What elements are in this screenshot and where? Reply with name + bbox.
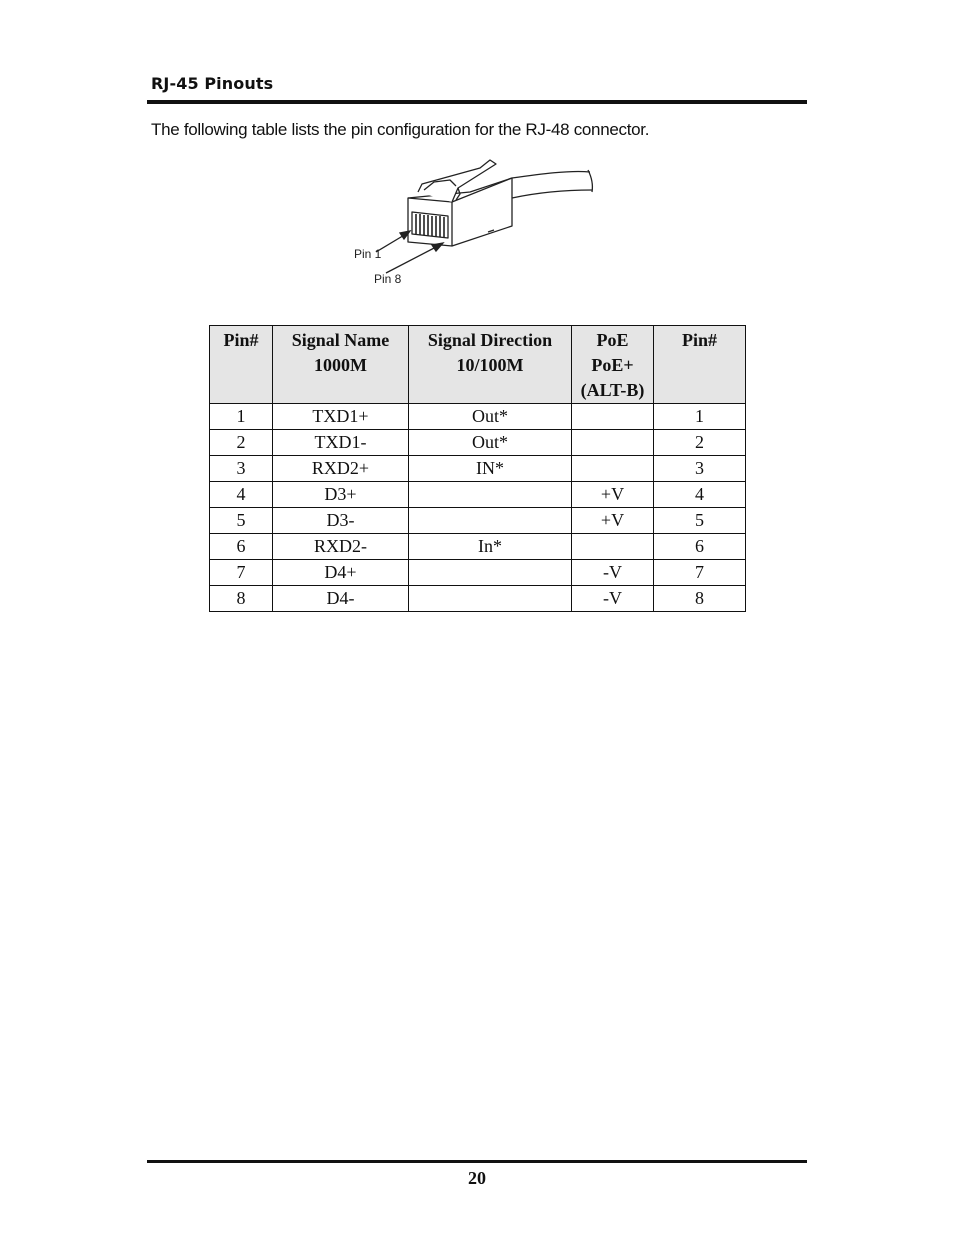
- table-cell: 6: [210, 534, 273, 560]
- table-cell: 6: [654, 534, 746, 560]
- table-row: [210, 482, 746, 508]
- table-cell: 5: [210, 508, 273, 534]
- column-header: [273, 326, 409, 404]
- table-cell: TXD1+: [273, 404, 409, 430]
- rj45-plug-illustration: [340, 150, 610, 290]
- column-header-line: (ALT-B): [580, 380, 645, 400]
- table-cell: D4+: [273, 560, 409, 586]
- column-header: [210, 326, 273, 404]
- section-title: RJ-45 Pinouts: [151, 74, 274, 93]
- table-cell: 8: [654, 586, 746, 612]
- table-row: [210, 404, 746, 430]
- column-header: [654, 326, 746, 404]
- table-cell: TXD1-: [273, 430, 409, 456]
- table-header-row: [210, 326, 746, 404]
- page-number: 20: [468, 1168, 486, 1188]
- table-cell: 1: [210, 404, 273, 430]
- table-cell: -V: [572, 560, 654, 586]
- column-header: [409, 326, 572, 404]
- pin1-label: Pin 1: [354, 247, 382, 261]
- pin8-label: Pin 8: [374, 272, 402, 286]
- table-cell: IN*: [409, 456, 572, 482]
- intro-paragraph: The following table lists the pin configuration for the RJ-48 connector.: [151, 120, 650, 139]
- table-cell: 2: [654, 430, 746, 456]
- table-body: [210, 404, 746, 612]
- table-cell: 1: [654, 404, 746, 430]
- column-header-line: Signal Direction: [427, 330, 553, 350]
- column-header-line: Signal Name: [291, 330, 390, 350]
- table-row: [210, 430, 746, 456]
- table-cell: +V: [572, 508, 654, 534]
- table-cell: Out*: [409, 430, 572, 456]
- table-cell: D3+: [273, 482, 409, 508]
- column-header-line: 10/100M: [456, 355, 524, 375]
- table-cell: D3-: [273, 508, 409, 534]
- table-cell: -V: [572, 586, 654, 612]
- table-cell: 7: [210, 560, 273, 586]
- table-row: [210, 508, 746, 534]
- table-cell: 4: [654, 482, 746, 508]
- header-rule: [147, 100, 807, 104]
- table-cell: +V: [572, 482, 654, 508]
- table-cell: 7: [654, 560, 746, 586]
- column-header-line: Pin#: [681, 330, 717, 350]
- table-cell: 5: [654, 508, 746, 534]
- table-cell: [572, 534, 654, 560]
- footer-rule: [147, 1160, 807, 1163]
- table-row: [210, 534, 746, 560]
- rj45-connector-figure: [340, 150, 610, 290]
- table-cell: RXD2-: [273, 534, 409, 560]
- table-row: [210, 560, 746, 586]
- table-cell: [409, 560, 572, 586]
- table-cell: [409, 508, 572, 534]
- table-cell: 3: [210, 456, 273, 482]
- table-cell: [409, 586, 572, 612]
- table-row: [210, 586, 746, 612]
- column-header-line: PoE+: [591, 355, 634, 375]
- table-cell: 3: [654, 456, 746, 482]
- table-cell: 4: [210, 482, 273, 508]
- table-cell: 8: [210, 586, 273, 612]
- table-cell: 2: [210, 430, 273, 456]
- pinout-table: [209, 325, 746, 612]
- table-cell: RXD2+: [273, 456, 409, 482]
- table-cell: [409, 482, 572, 508]
- table-cell: D4-: [273, 586, 409, 612]
- column-header-line: 1000M: [314, 355, 367, 375]
- table-row: [210, 456, 746, 482]
- column-header-line: Pin#: [223, 330, 259, 350]
- table-cell: Out*: [409, 404, 572, 430]
- table-cell: [572, 430, 654, 456]
- column-header: [572, 326, 654, 404]
- table-cell: [572, 456, 654, 482]
- column-header-line: PoE: [596, 330, 629, 350]
- table-cell: In*: [409, 534, 572, 560]
- table-cell: [572, 404, 654, 430]
